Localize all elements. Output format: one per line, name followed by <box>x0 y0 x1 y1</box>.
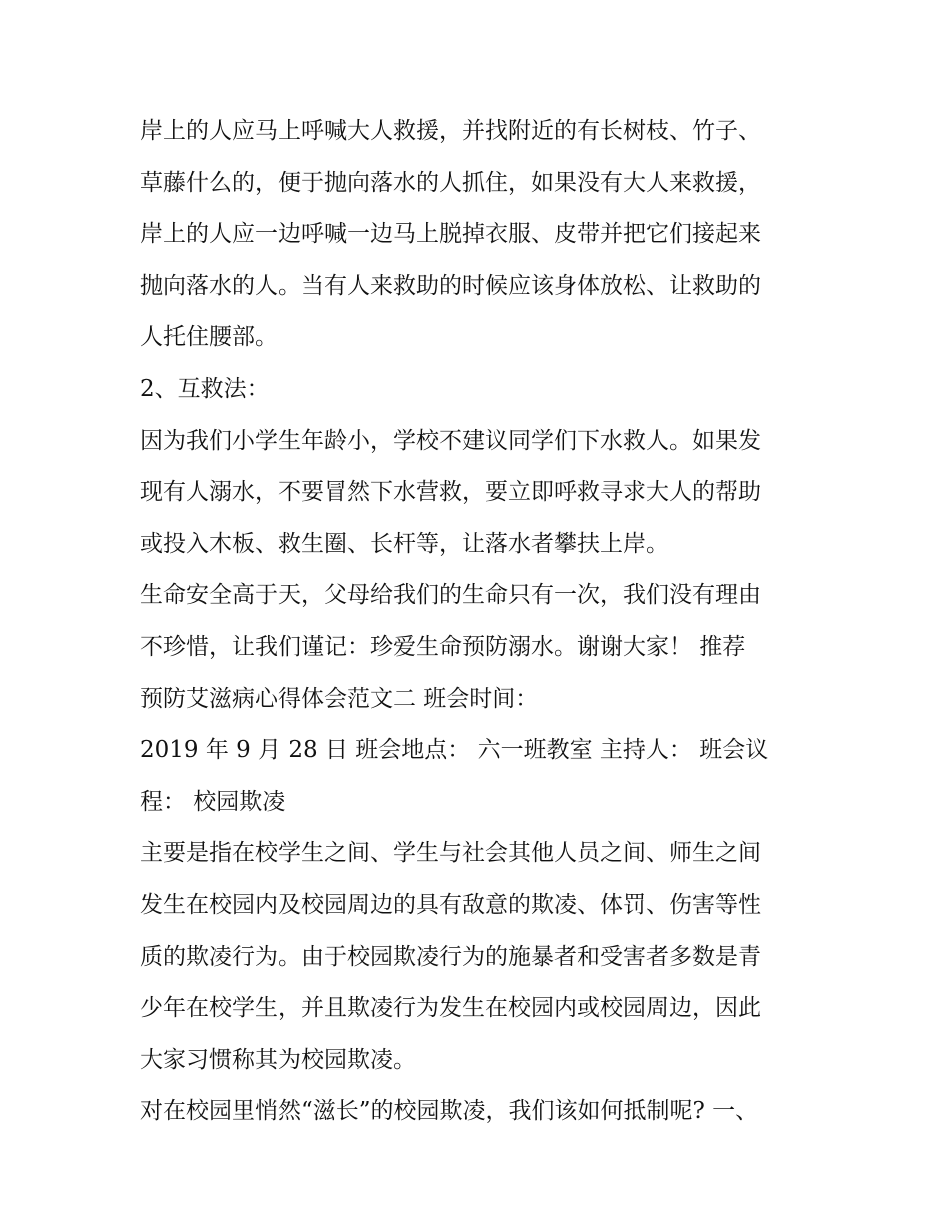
text-line: 大家习惯称其为校园欺凌。 <box>140 1046 416 1073</box>
text-line: 不珍惜，让我们谨记：珍爱生命预防溺水。谢谢大家！ 推荐 <box>140 633 746 660</box>
text-line: 程： 校园欺凌 <box>140 788 286 815</box>
text-line: 发生在校园内及校园周边的具有敌意的欺凌、体罚、伤害等性 <box>140 891 761 918</box>
text-line: 质的欺凌行为。由于校园欺凌行为的施暴者和受害者多数是青 <box>140 943 761 970</box>
text-line: 主要是指在校学生之间、学生与社会其他人员之间、师生之间 <box>140 840 761 867</box>
text-line: 草藤什么的，便于抛向落水的人抓住，如果没有大人来救援， <box>140 169 761 196</box>
text-line: 人托住腰部。 <box>140 324 278 351</box>
text-line: 2019 年 9 月 28 日 班会地点： 六一班教室 主持人： 班会议 <box>140 737 769 764</box>
text-line: 少年在校学生，并且欺凌行为发生在校园内或校园周边，因此 <box>140 995 761 1022</box>
text-line: 对在校园里悄然“滋长”的校园欺凌，我们该如何抵制呢? 一、 <box>140 1098 759 1125</box>
text-line: 岸上的人应一边呼喊一边马上脱掉衣服、皮带并把它们接起来 <box>140 221 761 248</box>
text-line: 抛向落水的人。当有人来救助的时候应该身体放松、让救助的 <box>140 272 761 299</box>
text-line: 或投入木板、救生圈、长杆等，让落水者攀扶上岸。 <box>140 530 669 557</box>
section-heading: 2、互救法： <box>140 375 270 402</box>
text-line: 预防艾滋病心得体会范文二 班会时间： <box>140 685 539 712</box>
text-line: 现有人溺水，不要冒然下水营救，要立即呼救寻求大人的帮助 <box>140 479 761 506</box>
text-line: 生命安全高于天，父母给我们的生命只有一次，我们没有理由 <box>140 582 761 609</box>
body-text <box>140 106 820 1138</box>
text-line: 岸上的人应马上呼喊大人救援，并找附近的有长树枝、竹子、 <box>140 118 761 144</box>
text-line: 因为我们小学生年龄小，学校不建议同学们下水救人。如果发 <box>140 427 761 454</box>
